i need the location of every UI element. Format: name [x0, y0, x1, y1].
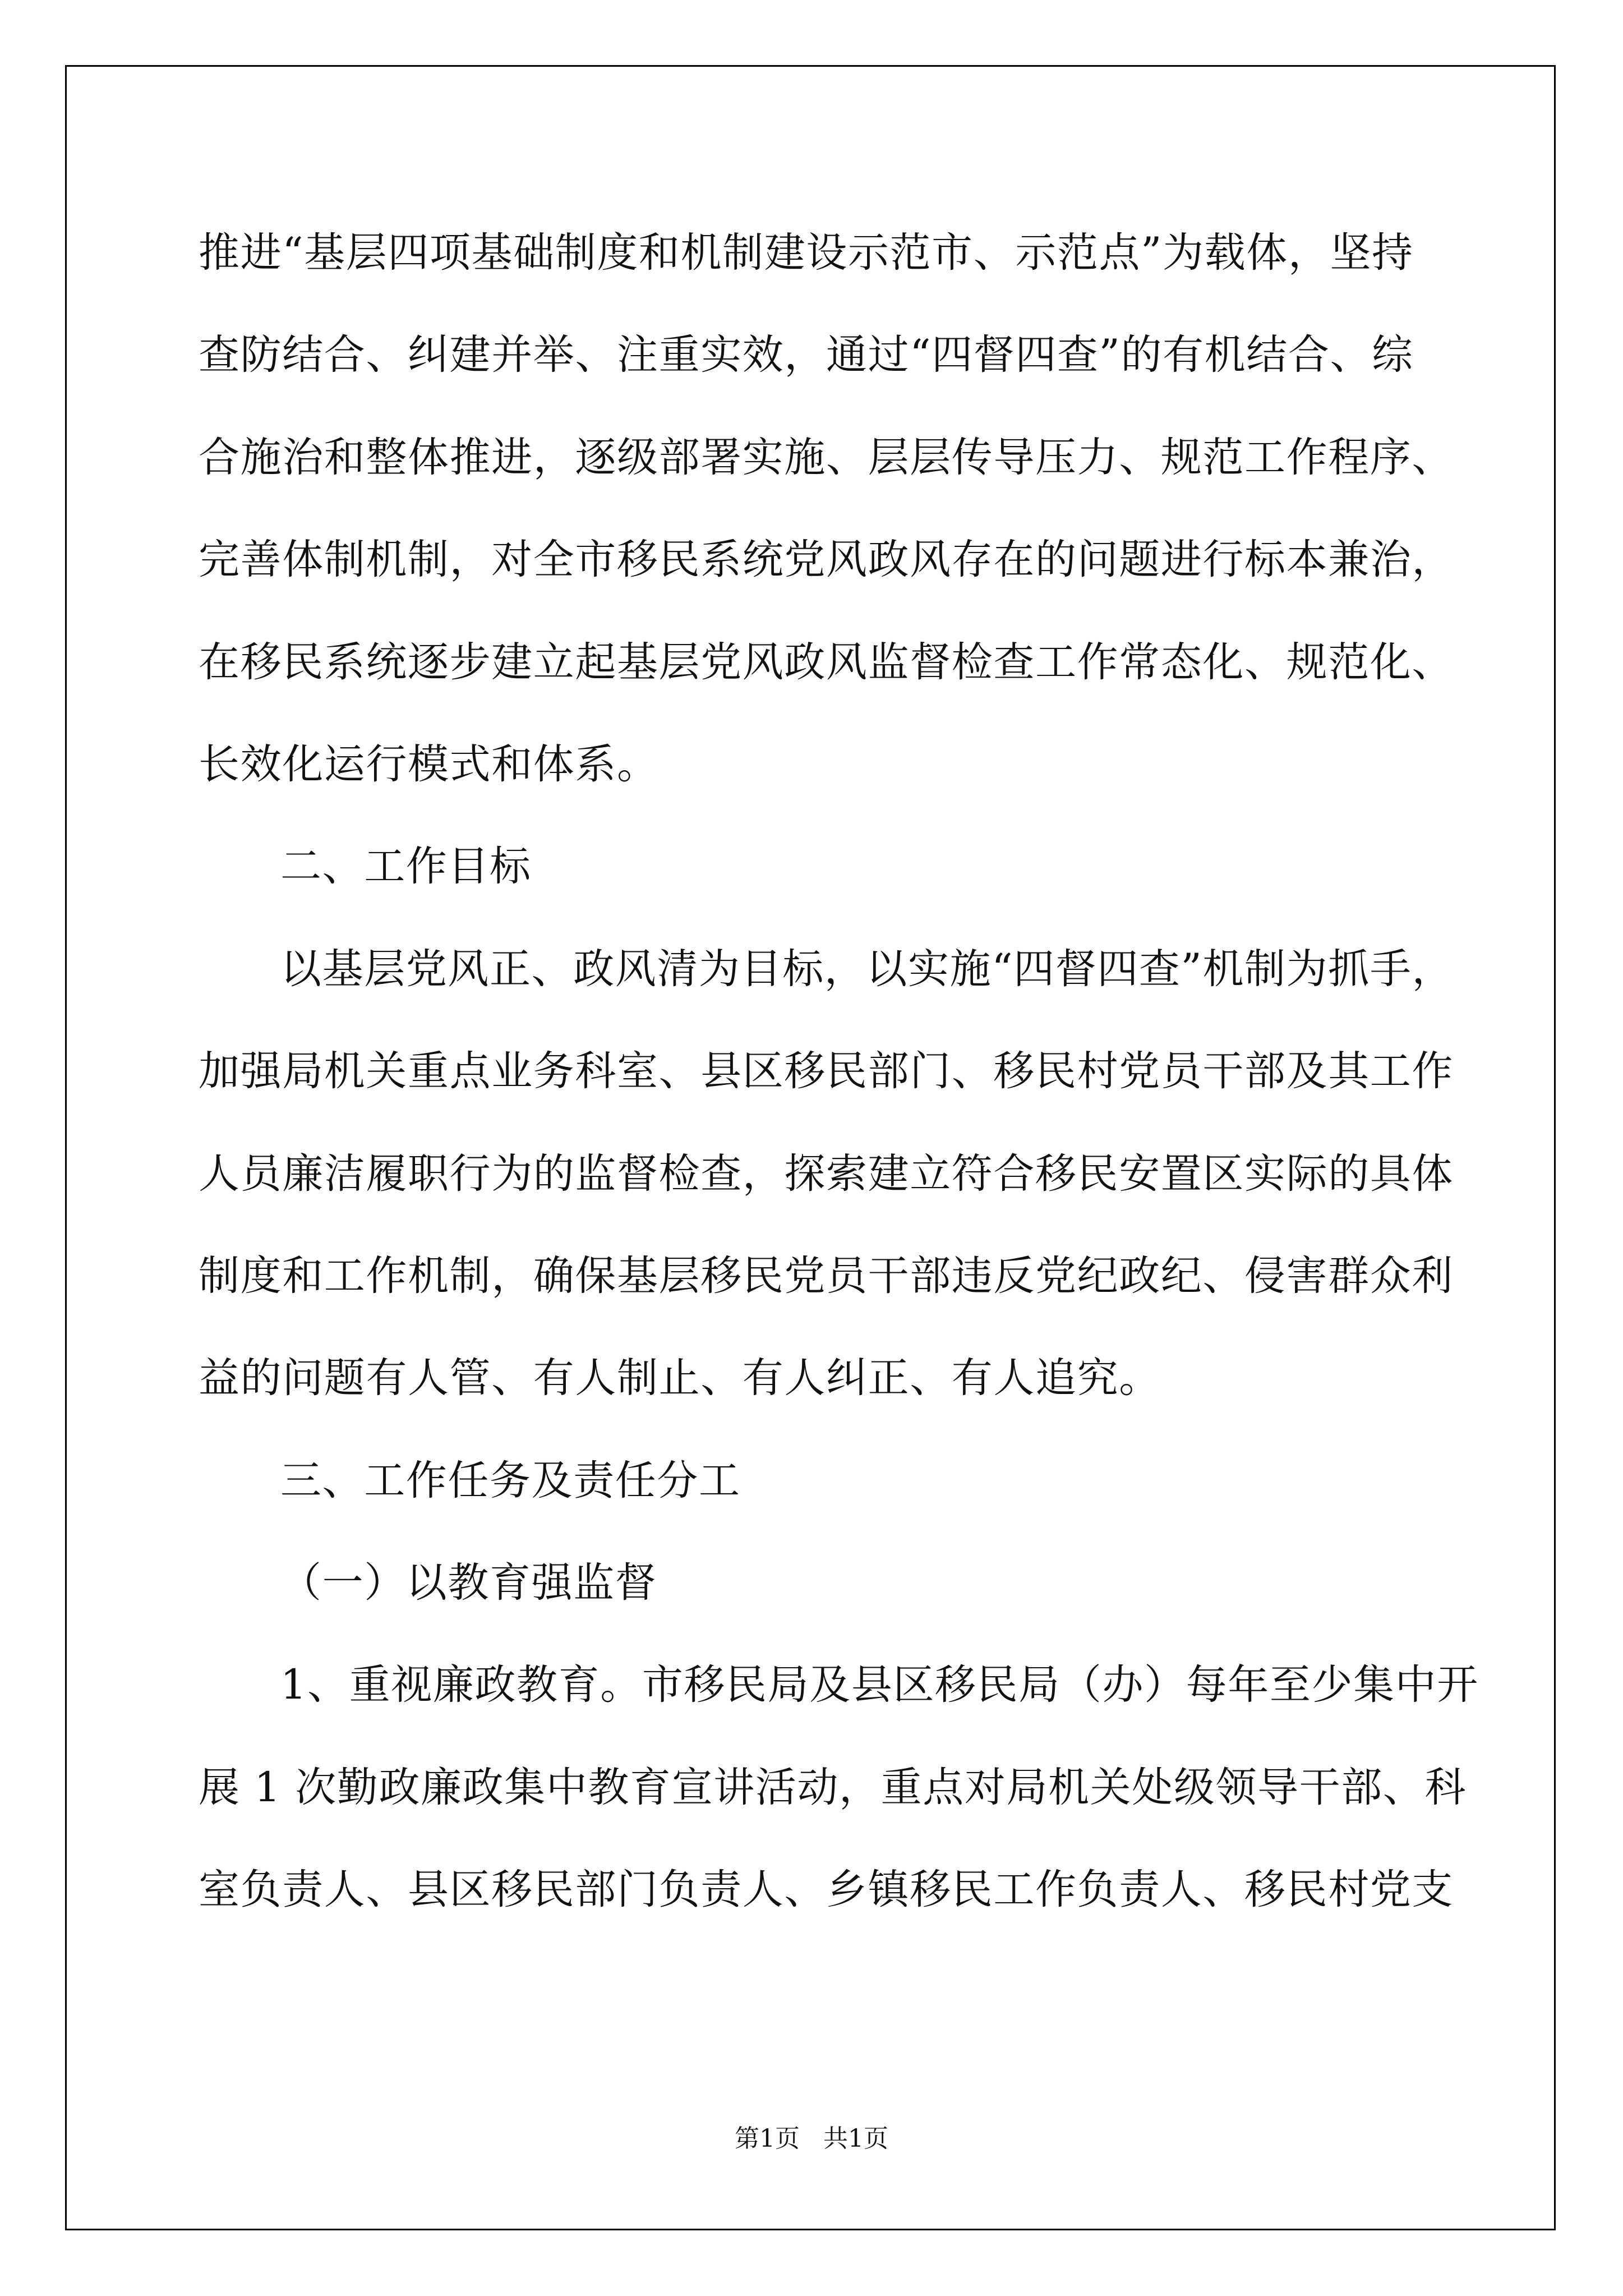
paragraph-line: 制度和工作机制，确保基层移民党员干部违反党纪政纪、侵害群众利 — [199, 1251, 1454, 1300]
paragraph-line: 长效化运行模式和体系。 — [199, 740, 659, 788]
paragraph-line: 以基层党风正、政风清为目标，以实施“四督四查”机制为抓手， — [280, 945, 1454, 993]
document-body — [199, 219, 1479, 1959]
paragraph-line: 在移民系统逐步建立起基层党风政风监督检查工作常态化、规范化、 — [199, 638, 1454, 686]
page-footer — [0, 2118, 1623, 2154]
paragraph-line: 展 1 次勤政廉政集中教育宣讲活动，重点对局机关处级领导干部、科 — [199, 1763, 1467, 1811]
paragraph-line: 加强局机关重点业务科室、县区移民部门、移民村党员干部及其工作 — [199, 1047, 1454, 1096]
paragraph-line: 查防结合、纠建并举、注重实效，通过“四督四查”的有机结合、综 — [199, 331, 1414, 379]
paragraph-line: 室负责人、县区移民部门负责人、乡镇移民工作负责人、移民村党支 — [199, 1866, 1454, 1914]
section-heading: 三、工作任务及责任分工 — [280, 1456, 741, 1504]
paragraph-line: 1、重视廉政教育。市移民局及县区移民局（办）每年至少集中开 — [280, 1661, 1479, 1709]
paragraph-line: 益的问题有人管、有人制止、有人纠正、有人追究。 — [199, 1354, 1161, 1402]
page-total: 共1页 — [823, 2124, 888, 2153]
page-number: 第1页 — [735, 2124, 800, 2153]
subsection-heading: （一）以教育强监督 — [280, 1559, 657, 1607]
paragraph-line: 推进“基层四项基础制度和机制建设示范市、示范点”为载体，坚持 — [199, 229, 1414, 277]
section-heading: 二、工作目标 — [280, 843, 532, 891]
paragraph-line: 人员廉洁履职行为的监督检查，探索建立符合移民安置区实际的具体 — [199, 1149, 1454, 1198]
paragraph-line: 合施治和整体推进，逐级部署实施、层层传导压力、规范工作程序、 — [199, 433, 1454, 481]
paragraph-line: 完善体制机制，对全市移民系统党风政风存在的问题进行标本兼治， — [199, 536, 1454, 584]
